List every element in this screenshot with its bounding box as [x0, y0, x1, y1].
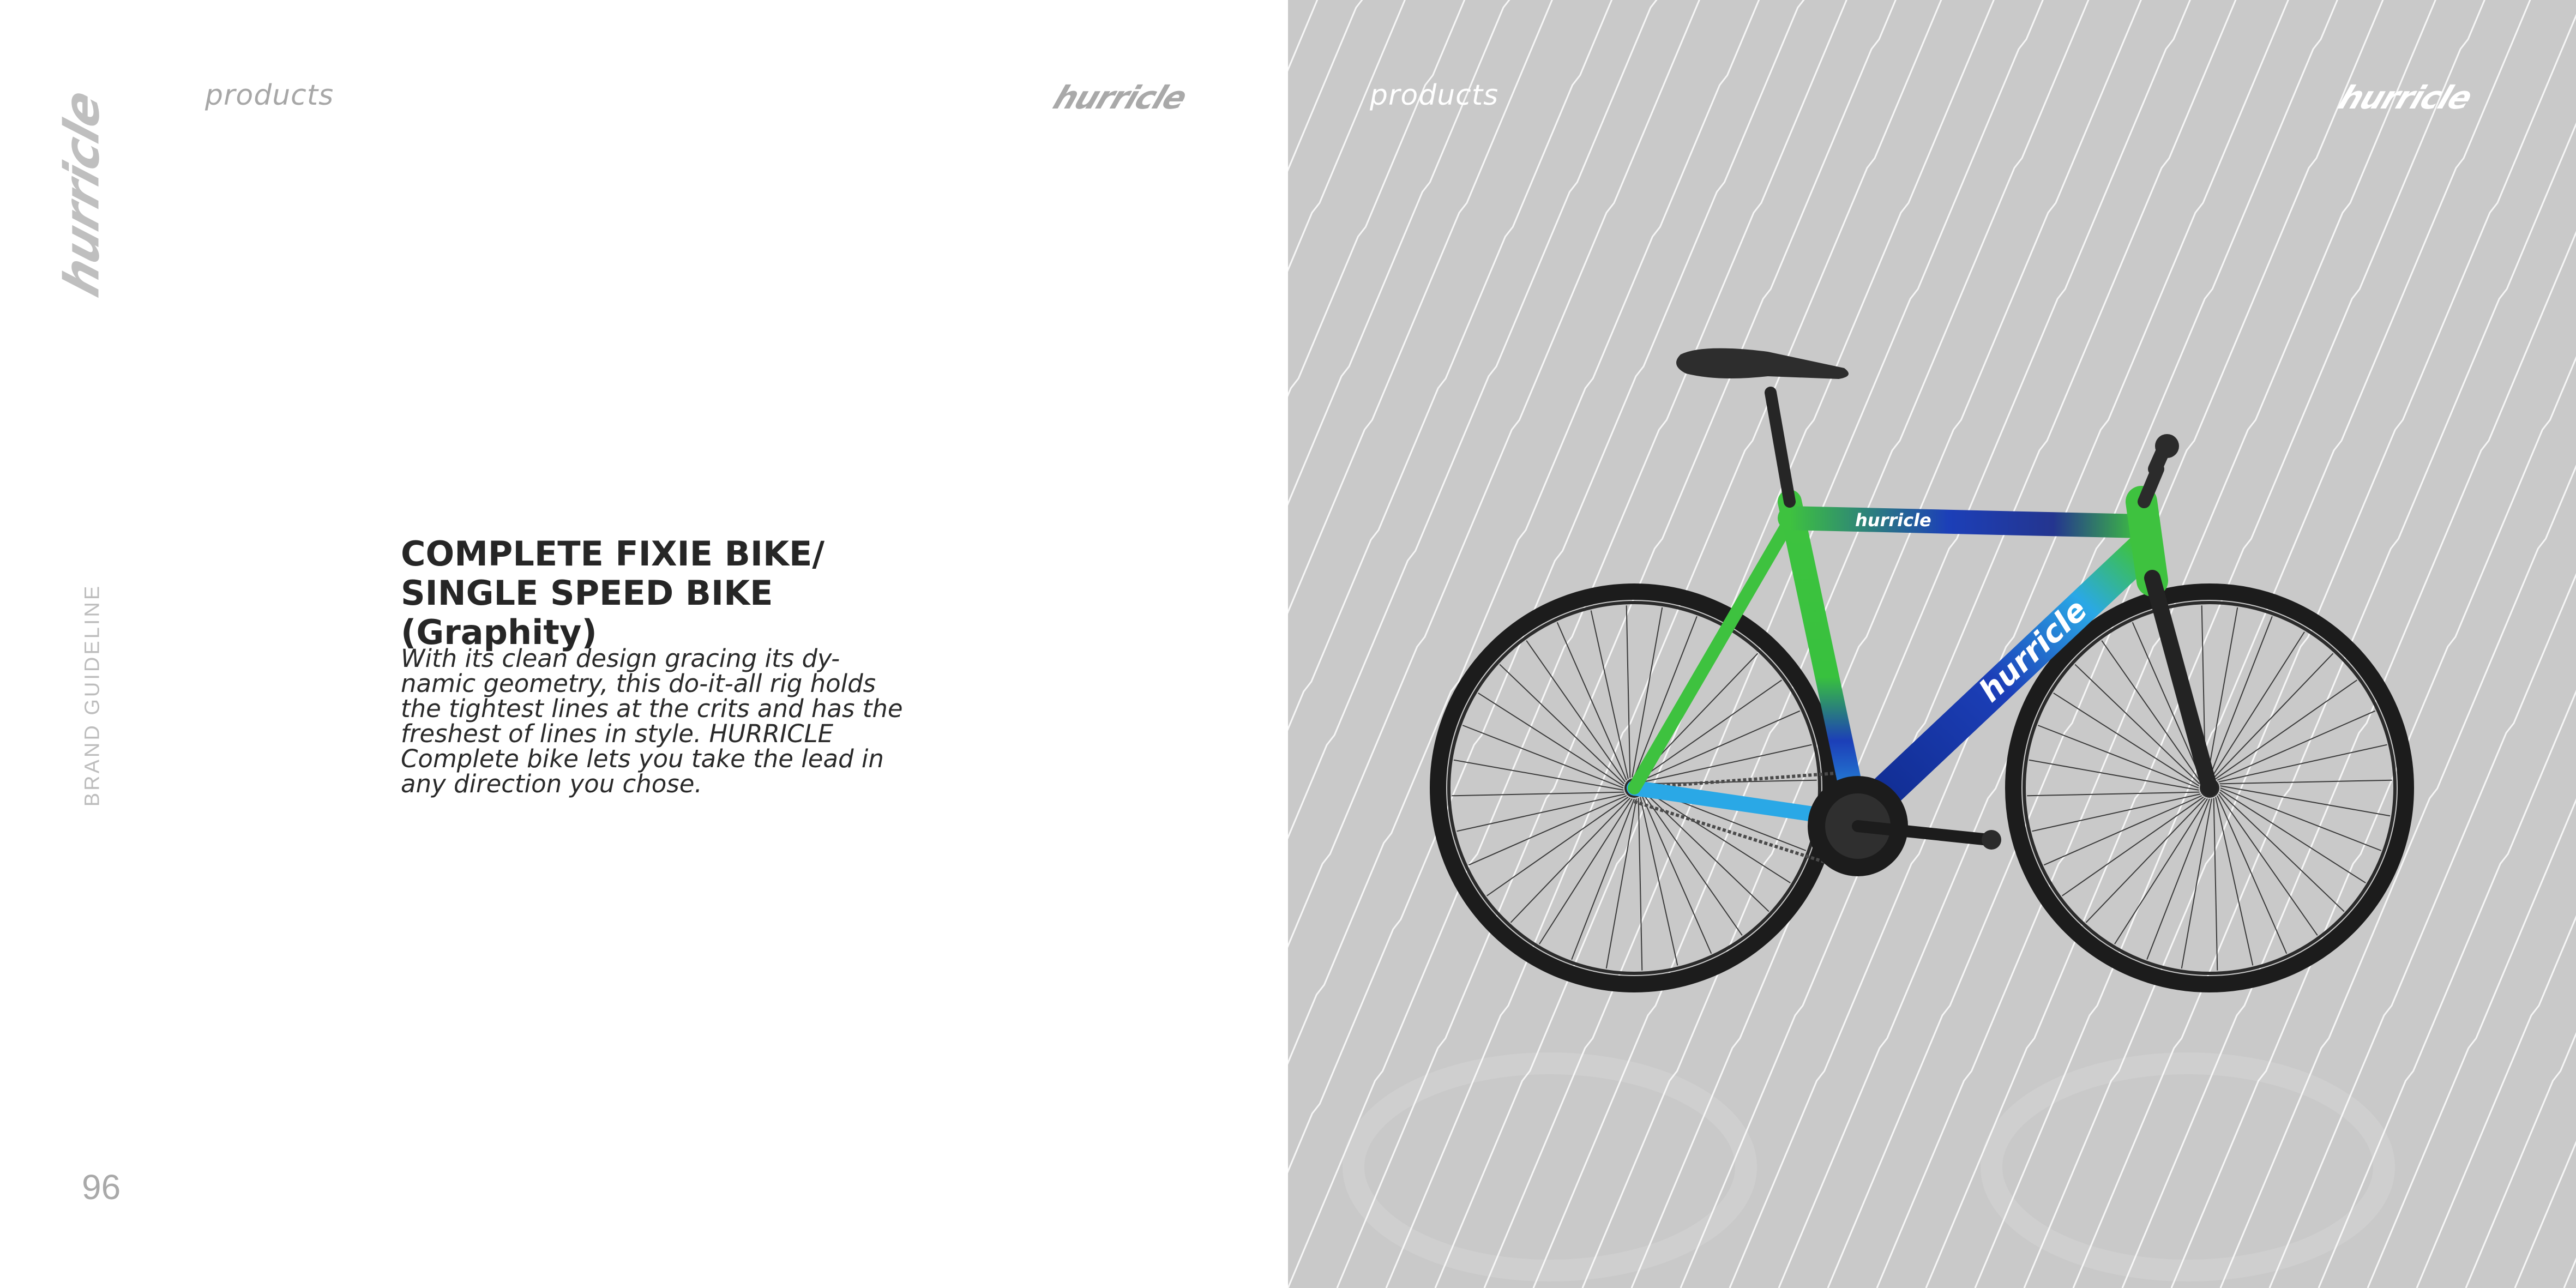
- wheel-spoke: [1591, 611, 1628, 779]
- wheel-spoke: [1457, 794, 1626, 831]
- wheel-spoke: [1642, 796, 1711, 954]
- wheel-spoke: [2207, 607, 2237, 777]
- down-tube-decal: hurricle: [1972, 592, 2094, 709]
- vertical-logo-text: hurricle: [53, 84, 110, 303]
- wheel-spoke: [1644, 745, 1812, 782]
- product-description: With its clean design gracing its dy-namic geometry, this do-it-all rig holds the tightest lines at the crits and has the freshest of lines in style. HURRICLE Complete bike lets you take the lead in any direction you chose.: [401, 644, 903, 798]
- top-tube-decal: hurricle: [1855, 510, 1931, 531]
- right-page: [1288, 0, 2576, 1288]
- wheel-spoke: [2029, 760, 2199, 790]
- wheel-spoke: [1639, 798, 1642, 970]
- wheel-spoke: [2216, 680, 2357, 779]
- product-title-line-1: COMPLETE FIXIE BIKE/: [401, 534, 825, 574]
- wheel-spoke: [1606, 799, 1636, 968]
- brand-guideline-label: [71, 583, 115, 807]
- wheel-spoke: [1500, 664, 1624, 784]
- wheel-spoke: [2027, 792, 2199, 796]
- wheel-spoke: [1627, 605, 1630, 778]
- wheel-spoke: [2062, 797, 2204, 896]
- wheel-spoke: [2219, 794, 2318, 935]
- bike-reflection: [1353, 1063, 2384, 1271]
- wheel-spoke: [1644, 780, 1816, 784]
- wheel-spoke: [1557, 622, 1627, 780]
- wheel-spoke: [2217, 711, 2375, 780]
- wheel-spoke: [2217, 796, 2286, 954]
- page-number: 96: [82, 1167, 121, 1207]
- wheel-spoke: [2032, 794, 2201, 831]
- wheel-spoke: [1454, 760, 1623, 790]
- wheel-spoke: [2219, 745, 2387, 782]
- header-logo-right: hurricle: [2333, 79, 2477, 116]
- wheel-spoke: [1526, 641, 1625, 782]
- wheel-spoke: [2220, 786, 2390, 816]
- section-label: products: [205, 79, 334, 112]
- product-title: [401, 534, 946, 652]
- wheel-spoke: [2182, 799, 2212, 968]
- section-label-right: products: [1370, 79, 1499, 112]
- wheel-spoke: [1487, 797, 1628, 896]
- wheel-spoke: [1452, 792, 1624, 796]
- wheel-spoke: [1644, 794, 1742, 935]
- wheel-spoke: [1468, 796, 1627, 865]
- wheel-spoke: [2086, 798, 2205, 922]
- brand-guideline-text: BRAND GUIDELINE: [81, 583, 104, 807]
- wheel-spoke: [2216, 797, 2253, 966]
- wheel-spoke: [1510, 798, 1630, 922]
- wheel-spoke: [1640, 797, 1677, 966]
- bike-image: [1288, 0, 2576, 1288]
- header-logo: hurricle: [1048, 79, 1191, 116]
- vertical-brand-logo: [55, 79, 109, 308]
- wheel-spoke: [2044, 796, 2202, 865]
- wheel-spoke: [2219, 780, 2392, 784]
- wheel-spoke: [2214, 653, 2333, 778]
- wheel-spoke: [2214, 798, 2218, 970]
- wheel-spoke: [2219, 792, 2344, 912]
- product-title-line-2: SINGLE SPEED BIKE (Graphity): [401, 573, 773, 652]
